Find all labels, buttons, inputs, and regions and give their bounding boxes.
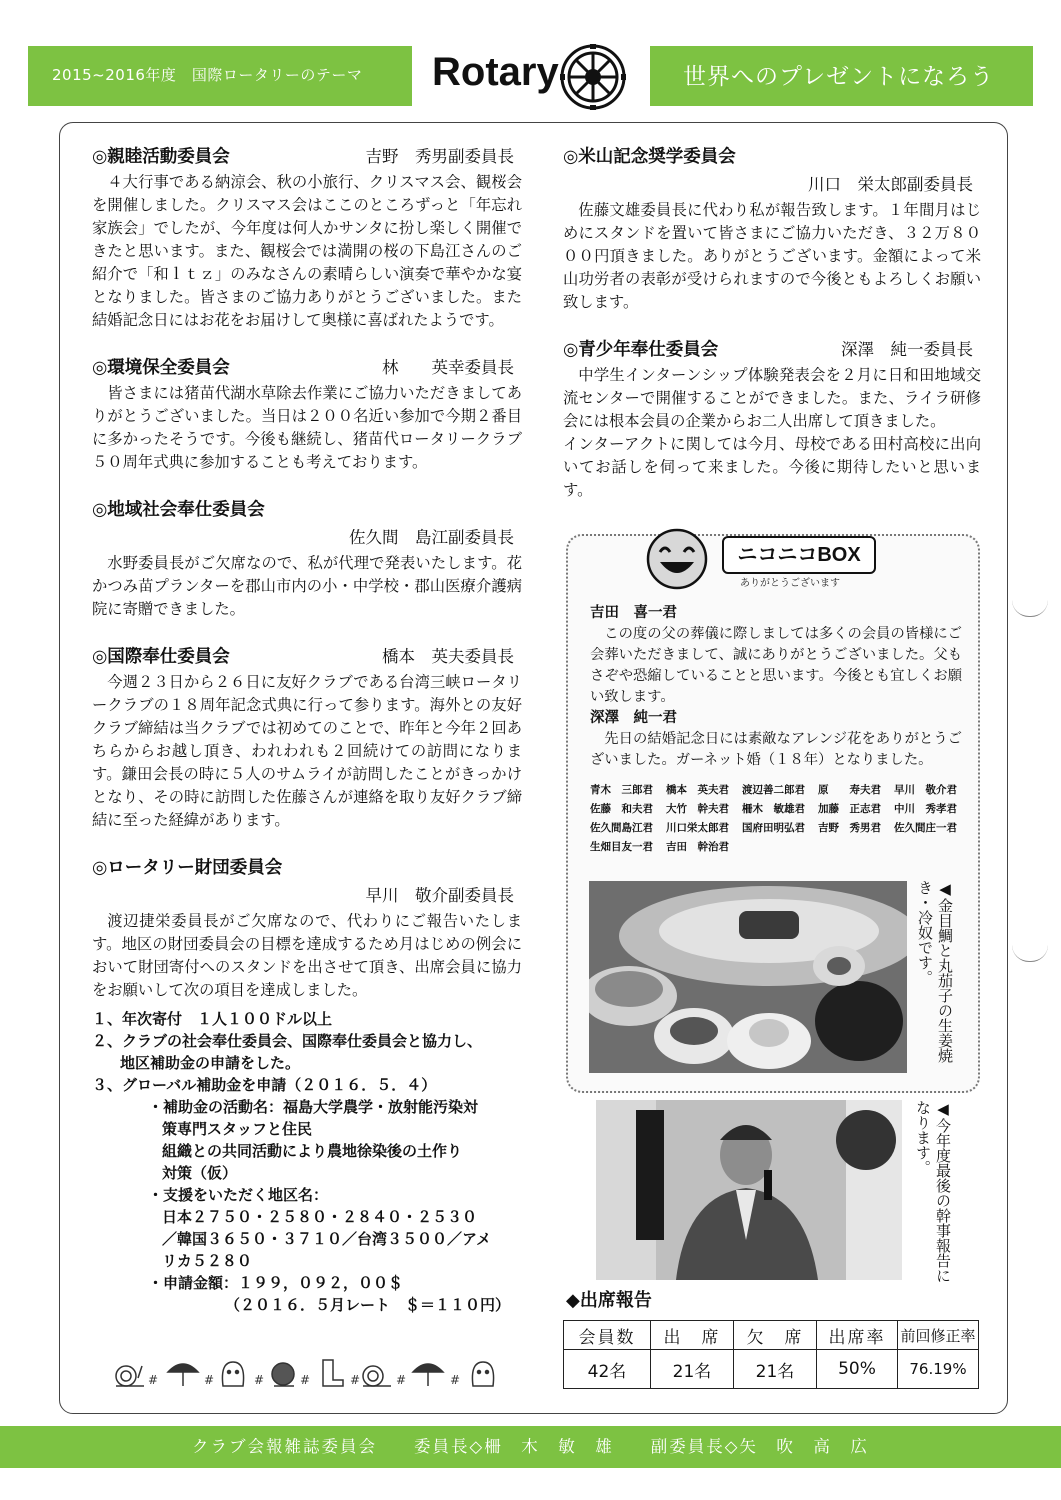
niko-box-title: ニコニコBOX bbox=[722, 536, 876, 574]
list-sub-item: 日本２７５０・２５８０・２８４０・２５３０ bbox=[162, 1208, 478, 1226]
attendance-table bbox=[563, 1320, 979, 1389]
member-name: 吉田 幹治君 bbox=[666, 841, 729, 853]
section-yoneyama bbox=[563, 143, 981, 314]
section-person: 深澤 純一委員長 bbox=[841, 340, 973, 359]
niko-entry-text: この度の父の葬儀に際しましては多くの会員の皆様にご会葬いただきまして、誠にありがとうございました。父もさぞや恐縮していることと思います。今後とも宜しくお願い致します。 bbox=[590, 626, 962, 705]
section-zaidan bbox=[92, 854, 522, 1002]
section-person: 佐久間 島江副委員長 bbox=[349, 528, 514, 547]
table-header-cell: 会員数 bbox=[564, 1321, 651, 1350]
snail-icon bbox=[363, 1366, 391, 1386]
svg-text:#: # bbox=[450, 1373, 461, 1387]
section-text: インターアクトに関しては今月、母校である田村高校に出向いてお話しを伺って来ました。今後に期待したいと思います。 bbox=[563, 435, 981, 499]
member-name: 大竹 幹夫君 bbox=[666, 803, 729, 815]
photo2-caption: ◀今年度最後の幹事報告になります。 bbox=[914, 1100, 952, 1283]
section-text: 中学生インターンシップ体験発表会を２月に日和田地域交流センターで開催することができました。また、ライラ研修会には根本会員の企業からお二人出席して頂きました。 bbox=[563, 366, 981, 430]
member-name: 加藤 正志君 bbox=[818, 803, 881, 815]
member-name: 吉野 秀男君 bbox=[818, 822, 881, 834]
list-item: ３、グローバル補助金を申請（２０１６．５．４） bbox=[92, 1076, 437, 1094]
table-row bbox=[564, 1350, 979, 1389]
list-sub-item: ／韓国３６５０・３７１０／台湾３５００／アメ bbox=[162, 1230, 492, 1248]
member-name: 生畑目友一君 bbox=[590, 841, 653, 853]
section-person: 早川 敬介副委員長 bbox=[365, 886, 514, 905]
binding-hole-top bbox=[1012, 600, 1048, 617]
member-name: 佐藤 和夫君 bbox=[590, 803, 653, 815]
member-name: 中川 秀孝君 bbox=[894, 803, 957, 815]
section-title: ◎地域社会奉仕委員会 bbox=[92, 500, 265, 520]
foundation-list bbox=[92, 1008, 522, 1316]
member-name: 佐久間島江君 bbox=[590, 822, 653, 834]
section-title: ◎環境保全委員会 bbox=[92, 358, 230, 378]
list-item: 地区補助金の申請をした。 bbox=[120, 1054, 301, 1072]
list-sub-item: リカ５２８０ bbox=[162, 1252, 252, 1270]
smiley-face-icon bbox=[646, 528, 708, 590]
ghost-icon bbox=[222, 1362, 243, 1386]
decorative-doodles bbox=[108, 1352, 518, 1392]
header-year-theme: 2015~2016年度 国際ロータリーのテーマ bbox=[52, 66, 363, 84]
umbrella-icon bbox=[413, 1364, 443, 1386]
svg-text:#: # bbox=[204, 1373, 215, 1387]
left-column bbox=[92, 143, 522, 1316]
list-sub-item: ・支援をいただく地区名： bbox=[148, 1186, 329, 1204]
umbrella-icon bbox=[168, 1364, 198, 1386]
svg-text:#: # bbox=[254, 1373, 265, 1387]
member-name: 国府田明弘君 bbox=[742, 822, 805, 834]
rotary-logo-text: Rotary bbox=[432, 50, 559, 94]
section-text: 皆さまには猪苗代湖水草除去作業にご協力いただきましてありがとうございました。当日は２００名近い参加で今期２番目に多かったそうです。今後も継続し、猪苗代ロータリークラブ５０周年式典に参加することも考えております。 bbox=[92, 384, 522, 471]
list-item: １、年次寄付 １人１００ドル以上 bbox=[92, 1010, 333, 1028]
member-name: 川口栄太郎君 bbox=[666, 822, 729, 834]
niko-entry-text: 先日の結婚記念日には素敵なアレンジ花をありがとうございました。ガーネット婚（１８年）となりました。 bbox=[590, 731, 962, 768]
member-name: 原 寿夫君 bbox=[818, 784, 881, 796]
table-cell: 50% bbox=[817, 1350, 898, 1389]
list-sub-item: （２０１６．５月レート ＄＝１１０円） bbox=[224, 1296, 510, 1314]
list-sub-item: 対策（仮） bbox=[162, 1164, 238, 1182]
rotary-wheel-icon bbox=[560, 44, 626, 110]
table-cell: 21名 bbox=[651, 1350, 734, 1389]
svg-text:#: # bbox=[300, 1373, 311, 1387]
ghost-icon bbox=[472, 1362, 493, 1386]
photo1-caption: ◀金目鯛と丸茄子の生姜焼き・冷奴です。 bbox=[916, 880, 954, 1063]
section-text: ４大行事である納涼会、秋の小旅行、クリスマス会、観桜会を開催しました。クリスマス会はここのところずっと「年忘れ家族会」でしたが、今年度は何人かサンタに扮し楽しく開催できたと思います。また、観桜会では満開の桜の下島江さんのご紹介で「和ｌｔｚ」のみなさんの素晴らしい演奏で華やかな宴となりました。皆さまのご協力ありがとうございました。また結婚記念日にはお花をお届けして奥様に喜ばれたようです。 bbox=[92, 173, 522, 329]
section-title: ◎国際奉仕委員会 bbox=[92, 647, 230, 667]
member-name: 橋本 英夫君 bbox=[666, 784, 729, 796]
table-header-cell: 出席率 bbox=[817, 1321, 898, 1350]
section-person: 林 英幸委員長 bbox=[382, 358, 514, 377]
header-theme: 世界へのプレゼントになろう bbox=[683, 64, 995, 90]
section-person: 川口 栄太郎副委員長 bbox=[808, 175, 973, 194]
niko-box-subtitle: ありがとうございます bbox=[740, 578, 840, 589]
svg-text:#: # bbox=[396, 1373, 407, 1387]
food-photo bbox=[589, 881, 907, 1073]
section-title: ◎青少年奉仕委員会 bbox=[563, 340, 719, 360]
section-person: 橋本 英夫委員長 bbox=[382, 647, 514, 666]
niko-names-grid bbox=[590, 781, 962, 857]
member-name: 柵木 敏雄君 bbox=[742, 803, 805, 815]
list-sub-item: ・申請金額：１９９，０９２，００＄ bbox=[148, 1274, 404, 1292]
list-item: ２、クラブの社会奉仕委員会、国際奉仕委員会と協力し、 bbox=[92, 1032, 483, 1050]
table-cell: 42名 bbox=[564, 1350, 651, 1389]
member-name: 青木 三郎君 bbox=[590, 784, 653, 796]
list-sub-item: 組織との共同活動により農地徐染後の土作り bbox=[162, 1142, 463, 1160]
svg-text:#: # bbox=[148, 1373, 159, 1387]
binding-hole-bottom bbox=[1012, 945, 1048, 962]
table-cell: 76.19% bbox=[898, 1350, 979, 1389]
niko-box-content bbox=[590, 603, 962, 857]
section-title: ◎ロータリー財団委員会 bbox=[92, 858, 283, 878]
section-text: 渡辺捷栄委員長がご欠席なので、代わりにご報告いたします。地区の財団委員会の目標を達成するため月はじめの例会において財団寄付へのスタンドを出させて頂き、出席会員に協力をお願いして次の項目を達成しました。 bbox=[92, 912, 522, 999]
niko-entry-name: 吉田 喜一君 bbox=[590, 605, 677, 621]
table-header-cell: 前回修正率 bbox=[898, 1321, 979, 1350]
snail-icon bbox=[116, 1366, 144, 1386]
section-shinboku bbox=[92, 143, 522, 332]
section-title: ◎米山記念奨学委員会 bbox=[563, 147, 736, 167]
member-name: 早川 敬介君 bbox=[894, 784, 957, 796]
table-cell: 21名 bbox=[734, 1350, 817, 1389]
list-sub-item: ・補助金の活動名：福島大学農学・放射能汚染対 bbox=[148, 1098, 479, 1116]
section-kokusai bbox=[92, 643, 522, 832]
svg-text:#: # bbox=[350, 1373, 361, 1387]
section-kankyo bbox=[92, 354, 522, 474]
section-seishonen bbox=[563, 336, 981, 502]
speaker-photo bbox=[596, 1100, 902, 1280]
section-person: 吉野 秀男副委員長 bbox=[365, 147, 514, 166]
niko-entry-name: 深澤 純一君 bbox=[590, 710, 677, 726]
section-title: ◎親睦活動委員会 bbox=[92, 147, 230, 167]
table-header-cell: 出 席 bbox=[651, 1321, 734, 1350]
hydrangea-icon bbox=[272, 1363, 294, 1386]
right-column bbox=[563, 143, 981, 524]
footer-committee: クラブ会報雑誌委員会 委員長◇柵 木 敏 雄 副委員長◇矢 吹 高 広 bbox=[192, 1437, 869, 1456]
member-name: 渡辺善二郎君 bbox=[742, 784, 805, 796]
list-sub-item: 策専門スタッフと住民 bbox=[162, 1120, 313, 1138]
attendance-title: ◆出席報告 bbox=[566, 1290, 652, 1311]
section-text: 水野委員長がご欠席なので、私が代理で発表いたします。花かつみ苗プランターを郡山市内の小・中学校・郡山医療介護病院に寄贈できました。 bbox=[92, 554, 522, 618]
member-name: 佐久間庄一君 bbox=[894, 822, 957, 834]
section-text: 佐藤文雄委員長に代わり私が報告致します。１年間月はじめにスタンドを置いて皆さまにご協力いただき、３２万８０００円頂きました。ありがとうございます。金額によって米山功労者の表彰が受けられますので今後ともよろしくお願い致します。 bbox=[563, 201, 981, 311]
section-text: 今週２３日から２６日に友好クラブである台湾三峡ロータリークラブの１８周年記念式典に行って参ります。海外との友好クラブ締結は当クラブでは初めてのことで、昨年と今年２回あちらからお越し頂き、われわれも２回続けての訪問になります。鎌田会長の時に５人のサムライが訪問したことがきっかけとなり、その時に訪問した佐藤さんが連絡を取り友好クラブ締結に至った経緯があります。 bbox=[92, 673, 522, 829]
boot-icon bbox=[323, 1360, 343, 1386]
table-header-cell: 欠 席 bbox=[734, 1321, 817, 1350]
section-chiiki bbox=[92, 496, 522, 621]
table-header-row bbox=[564, 1321, 979, 1350]
